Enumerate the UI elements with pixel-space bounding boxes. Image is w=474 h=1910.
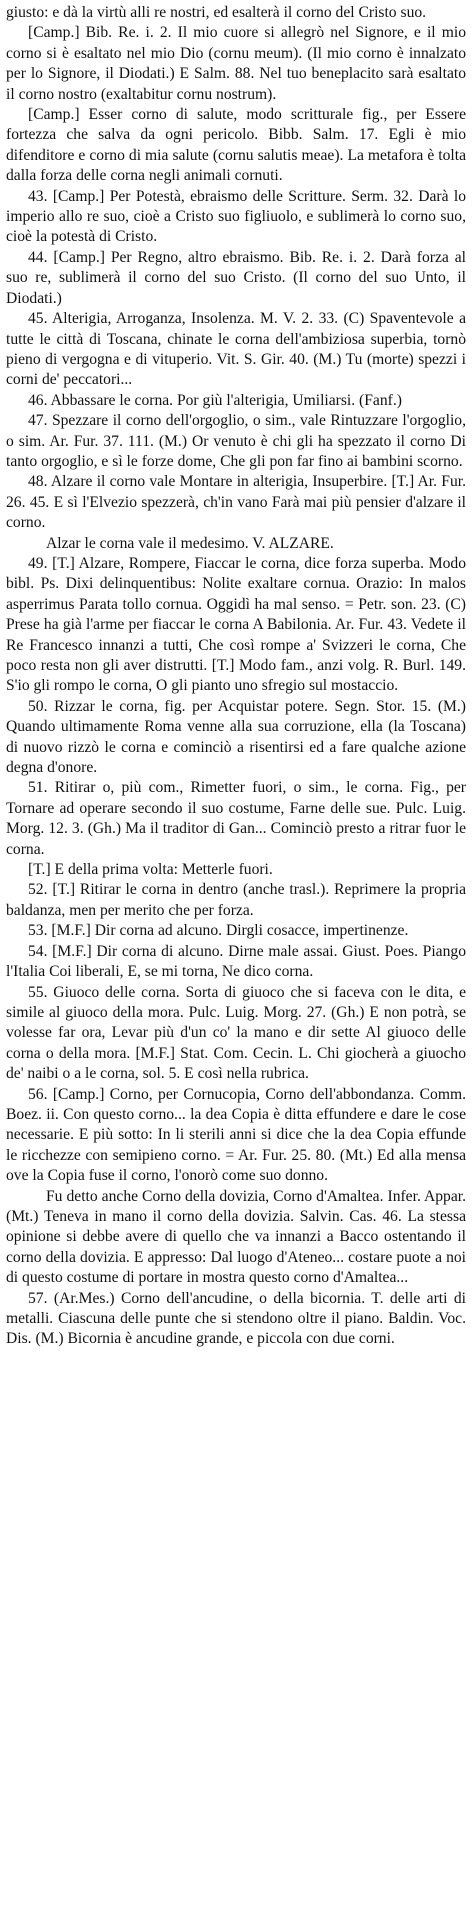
entry-continuation: giusto: e dà la virtù alli re nostri, ed esalterà il corno del Cristo suo.: [6, 4, 427, 21]
entry-sense-53: 53. [M.F.] Dir corna ad alcuno. Dirgli cosacce, impertinenze.: [28, 922, 409, 940]
entry-sense-56: 56. [Camp.] Corno, per Cornucopia, Corno dell'abbondanza. Comm. Boez. ii. Con questo corno... la dea Copia è ditta effundere e dare le cose necessarie. E più sotto: In li sterili anni si dice che la dea Copia effunde le ricchezze con semipieno corno. = Ar. Fur. 25. 80. (Mt.) Ed alla mensa ove la Copia fuse il corno, l'onorò come suo donno.: [6, 1085, 466, 1185]
entry-sense-43: 43. [Camp.] Per Potestà, ebraismo delle Scritture. Serm. 32. Darà lo imperio allo re suo, cioè a Cristo suo figliuolo, e sublimerà lo corno suo, cioè la potestà di Cristo.: [6, 187, 466, 246]
entry-sense-corno-esaltato: [Camp.] Bib. Re. i. 2. Il mio cuore si allegrò nel Signore, e il mio corno si è esaltato nel mio Dio (cornu meum). (Il mio corno è innalzato per lo Signore, il Diodati.) E Salm. 88. Nel tuo beneplacito sarà esaltato il corno nostro (exaltabitur cornu nostrum).: [6, 24, 466, 103]
entry-sense-47: 47. Spezzare il corno dell'orgoglio, o sim., vale Rintuzzare l'orgoglio, o sim. Ar. Fur. 37. 111. (M.) Or venuto è chi gli ha spezzato il corno Di tanto orgoglio, e sì le forze dome, Che gli pon far fino ai bambini scorno.: [6, 412, 466, 470]
entry-sense-49: 49. [T.] Alzare, Rompere, Fiaccar le corna, dice forza superba. Modo bibl. Ps. Dixi delinquentibus: Nolite exaltare cornua. Orazio: In malos asperrimus Parata tollo cornua. Oggidì ha mal senso. = Petr. son. 23. (C) Prese ha già l'arme per fiaccar le corna A Babilonia. Ar. Fur. 43. Vedete il Re Francesco innanzi a tutti, Che così rompe a' Svizzeri le corna, Che poco resta non gli aver distrutti. [T.] Modo fam., anzi volg. R. Burl. 149. S'io gli rompo le corna, O gli pianto uno sfregio sul mostaccio.: [6, 554, 466, 695]
entry-sense-45: 45. Alterigia, Arroganza, Insolenza. M. V. 2. 33. (C) Spaventevole a tutte le città di Toscana, chinate le corna dell'ambiziosa superbia, tornò pieno di vergogna e di vituperio. Vit. S. Gir. 40. (M.) Tu (morte) spezzi i corni de' peccatori...: [6, 310, 466, 389]
entry-sense-48: 48. Alzare il corno vale Montare in alterigia, Insuperbire. [T.] Ar. Fur. 26. 45. E sì l'Elvezio spezzerà, ch'in vano Farà mai più pensier d'alzare il corno.: [6, 473, 466, 532]
entry-sense-44: 44. [Camp.] Per Regno, altro ebraismo. Bib. Re. i. 2. Darà forza al suo re, sublimerà il corno del suo Cristo. (Il corno del suo Unto, il Diodati.): [6, 248, 466, 307]
entry-sense-52: 52. [T.] Ritirar le corna in dentro (anche trasl.). Reprimere la propria baldanza, men per merito che per forza.: [6, 881, 466, 919]
entry-sense-46: 46. Abbassare le corna. Por giù l'alterigia, Umiliarsi. (Fanf.): [28, 391, 402, 409]
entry-sense-57: 57. (Ar.Mes.) Corno dell'ancudine, o della bicornia. T. delle arti di metalli. Ciascuna delle punte che si stendono oltre il piano. Baldin. Voc. Dis. (M.) Bicornia è ancudine grande, e piccola con due corni.: [6, 1289, 466, 1348]
entry-sense-metterle-fuori: [T.] E della prima volta: Metterle fuori.: [28, 861, 273, 879]
entry-sense-corno-della-dovizia: Fu detto anche Corno della dovizia, Corno d'Amaltea. Infer. Appar. (Mt.) Teneva in mano il corno della dovizia. Salvin. Cas. 46. La stessa opinione si debbe avere di quello che va innanzi a Bacco ostentando il corno della dovizia. E appresso: Dal luogo d'Ateneo... costare puote a noi di questo costume di portare in mostra questo corno d'Amaltea...: [6, 1187, 466, 1287]
entry-sense-50: 50. Rizzar le corna, fig. per Acquistar potere. Segn. Stor. 15. (M.) Quando ultimamente Roma venne alla sua corruzione, ella (la Toscana) di nuovo rizzò le corna e cominciò a risentirsi ed a fare qualche azione degna d'onore.: [6, 697, 466, 777]
entry-sense-55: 55. Giuoco delle corna. Sorta di giuoco che si faceva con le dita, e simile al giuoco della mora. Pulc. Luig. Morg. 27. (Gh.) E non potrà, se volesse far ora, Levar più d'un co' la mano e dir sette Al giuoco delle corna o della mora. [M.F.] Stat. Com. Cecin. L. Chi giocherà a giuocho de' naibi o a le corna, sol. 5. E così nella rubrica.: [6, 983, 466, 1083]
entry-sense-54: 54. [M.F.] Dir corna di alcuno. Dirne male assai. Giust. Poes. Piango l'Italia Coi liberali, E, se mi torna, Ne dico corna.: [6, 942, 466, 981]
entry-sense-alzar-le-corna: Alzar le corna vale il medesimo. V. ALZARE.: [46, 534, 334, 552]
entry-sense-corno-di-salute: [Camp.] Esser corno di salute, modo scritturale fig., per Essere fortezza che salva da ogni pericolo. Bibb. Salm. 17. Egli è mio difenditore e corno di mia salute (cornu salutis meae). La metafora è tolta dalla forza delle corna negli animali cornuti.: [6, 106, 466, 185]
entry-sense-51: 51. Ritirar o, più com., Rimetter fuori, o sim., le corna. Fig., per Tornare ad operare secondo il suo costume, Farne delle sue. Pulc. Luig. Morg. 12. 3. (Gh.) Ma il traditor di Gan... Cominciò presto a ritrar fuor le corna.: [6, 779, 466, 858]
